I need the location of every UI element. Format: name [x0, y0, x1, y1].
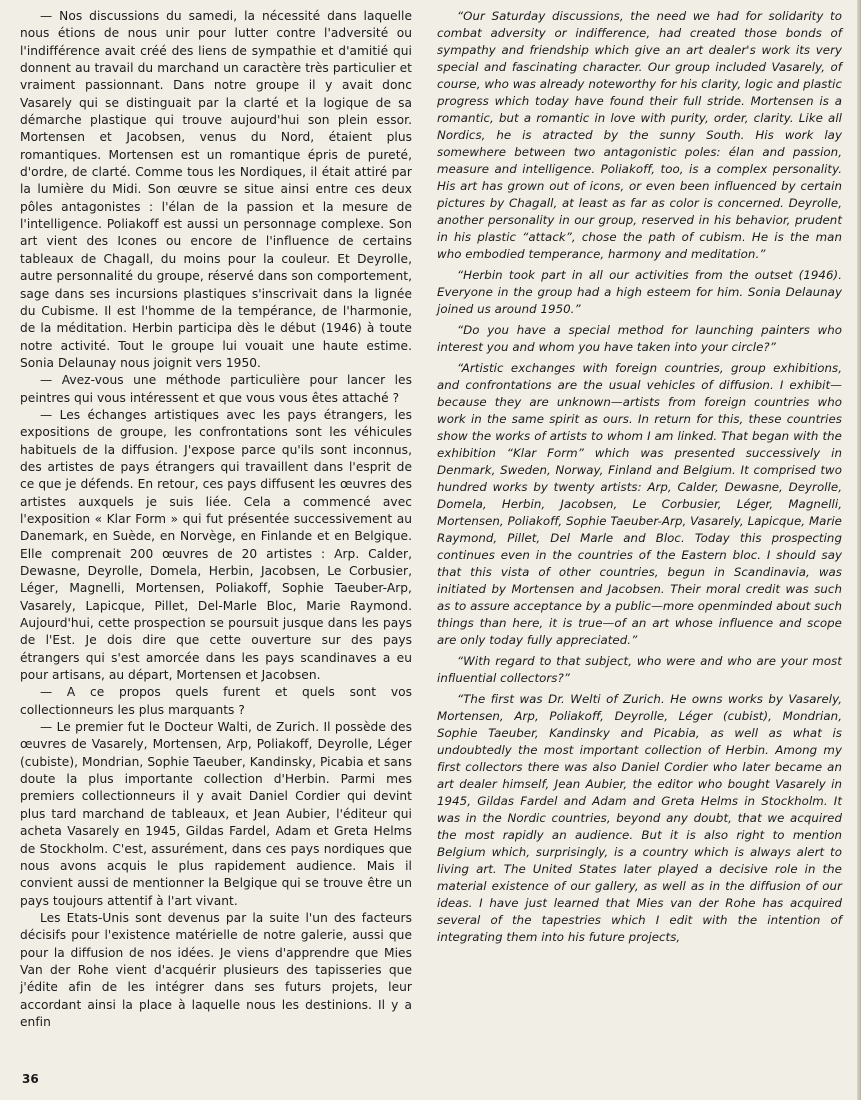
french-paragraph-united-states: Les Etats-Unis sont devenus par la suite l'un des facteurs décisifs pour l'existence matérielle de notre galerie, aussi que pour la diffusion de nos idées. Je viens d'apprendre que Mies Van der Rohe vient d'acquérir plusieurs des tapisseries que j'édite afin de les intégrer dans ses futurs projets, leur accordant ainsi la place à laquelle nous les destinions. Il y a enfin	[20, 910, 412, 1029]
english-paragraph-question-collectors: “With regard to that subject, who were and who are your most influential collectors?”	[437, 654, 842, 685]
english-paragraph-discussions: “Our Saturday discussions, the need we had for solidarity to combat adversity or indifference, had created those bonds of sympathy and friendship which give an art dealer's work its very special and fascinating character. Our group included Vasarely, of course, who was already noteworthy for his clarity, logic and plastic progress which today have found their full stride. Mortensen is a romantic, but a romantic in love with purity, order, clarity. Like all Nordics, he is atracted by the sunny South. His work lay somewhere between two antagonistic poles: élan and passion, measure and intelligence. Poliakoff, too, is a complex personality. His art has grown out of icons, or even been influenced by certain pictures by Chagall, at least as far as color is concerned. Deyrolle, another personality in our group, reserved in his behavior, prudent in his plastic “attack”, chose the path of cubism. He is the man who embodied temperance, harmony and meditation.”	[437, 9, 842, 261]
english-paragraph-exchanges: “Artistic exchanges with foreign countries, group exhibitions, and confrontations are the usual vehicles of diffusion. I exhibit—because they are unknown—artists from foreign countries who work in the same spirit as ours. In return for this, these countries show the works of artists to whom I am linked. That began with the exhibition “Klar Form” which was presented successively in Denmark, Sweden, Norway, Finland and Belgium. It comprised two hundred works by twenty artists: Arp, Calder, Dewasne, Deyrolle, Domela, Herbin, Jacobsen, Le Corbusier, Léger, Magnelli, Mortensen, Poliakoff, Sophie Taeuber-Arp, Vasarely, Lapicque, Marie Raymond, Pillet, Del Marle and Bloc. Today this prospecting continues even in the countries of the Eastern bloc. I should say that this vista of other countries, begun in Scandinavia, was initiated by Mortensen and Jacobsen. Their moral credit was such as to assure acceptance by a public—more openminded about such things than here, it is true—of an art whose influence and scope are only today fully appreciated.”	[437, 361, 842, 647]
french-paragraph-discussions: — Nos discussions du samedi, la nécessité dans laquelle nous étions de nous unir pour lutter contre l'adversité ou l'indifférence avait créé des liens de sympathie et d'amitié qui donnent au travail du marchand un caractère très particulier et vraiment passionnant. Dans notre groupe il y avait donc Vasarely qui se distinguait par la clarté et la logique de sa démarche plastique qui trouve aujourd'hui son plein essor. Mortensen et Jacobsen, venus du Nord, étaient plus romantiques. Mortensen est un romantique épris de pureté, d'ordre, de clarté. Comme tous les Nordiques, il était attiré par la lumière du Midi. Son œuvre se situe ainsi entre ces deux pôles antagonistes : l'élan de la passion et la mesure de l'intelligence. Poliakoff est aussi un personnage complexe. Son art vient des Icones ou encore de l'influence de certains tableaux de Chagall, du moins pour la couleur. Et Deyrolle, autre personnalité du groupe, réservé dans son comportement, sage dans ses incursions plastiques s'inscrivait dans la lignée du Cubisme. Il est l'homme de la tempérance, de l'harmonie, de la méditation. Herbin participa dès le début (1946) à toute notre activité. Tout le groupe lui vouait une haute estime. Sonia Delaunay nous joignit vers 1950.	[20, 9, 412, 370]
english-column	[437, 8, 842, 950]
english-paragraph-herbin: “Herbin took part in all our activities from the outset (1946). Everyone in the group had a high esteem for him. Sonia Delaunay joined us around 1950.”	[437, 268, 842, 316]
french-paragraph-collectors: — Le premier fut le Docteur Walti, de Zurich. Il possède des œuvres de Vasarely, Mortensen, Arp, Poliakoff, Deyrolle, Léger (cubiste), Mondrian, Sophie Taeuber, Kandinsky, Picabia et sans doute la plus importante collection d'Herbin. Parmi mes premiers collectionneurs il y avait Daniel Cordier qui devint plus tard marchand de tableaux, et Jean Aubier, l'éditeur qui acheta Vasarely en 1945, Gildas Fardel, Adam et Greta Helms de Stockholm. C'est, assurément, dans ces pays nordiques que nous avons acquis le plus rapidement audience. Mais il convient aussi de mentionner la Belgique qui se trouve être un pays toujours attentif à l'art vivant.	[20, 720, 412, 908]
page-edge	[857, 0, 861, 1100]
english-paragraph-collectors: “The first was Dr. Welti of Zurich. He owns works by Vasarely, Mortensen, Arp, Poliakoff, Deyrolle, Léger (cubist), Mondrian, Sophie Taeuber, Kandinsky and Picabia, as well as what is undoubtedly the most important collection of Herbin. Among my first collectors there was also Daniel Cordier who later became an art dealer himself, Jean Aubier, the editor who bought Vasarely in 1945, Gildas Fardel and Adam and Greta Helms in Stockholm. It was in the Nordic countries, beyond any doubt, that we acquired the most rapidly an audience. But it is also right to mention Belgium which, surprisingly, is a country which is always alert to living art. The United States later played a decisive role in the material existence of our gallery, as well as in the diffusion of our ideas. I have just learned that Mies van der Rohe has acquired several of the tapestries which I edit with the intention of integrating them into his future projects,	[437, 692, 842, 944]
french-paragraph-exchanges: — Les échanges artistiques avec les pays étrangers, les expositions de groupe, les confrontations sont les véhicules habituels de la diffusion. J'expose parce qu'ils sont inconnus, des artistes de pays étrangers qui travaillent dans l'esprit de ce que je défends. En retour, ces pays diffusent les œuvres des artistes auxquels je suis liée. Cela a commencé avec l'exposition « Klar Form » qui fut présentée successivement au Danemark, en Suède, en Norvège, en Finlande et en Belgique. Elle comprenait 200 œuvres de 20 artistes : Arp. Calder, Dewasne, Deyrolle, Domela, Herbin, Jacobsen, Le Corbusier, Léger, Magnelli, Mortensen, Poliakoff, Sophie Taeuber-Arp, Vasarely, Lapicque, Pillet, Del-Marle Bloc, Marie Raymond. Aujourd'hui, cette prospection se poursuit jusque dans les pays de l'Est. Je dois dire que cette ouverture sur des pays étrangers qui s'est amorcée dans les pays scandinaves a eu pour artisans, au départ, Mortensen et Jacobsen.	[20, 407, 412, 683]
page-number: 36	[22, 1072, 39, 1086]
french-paragraph-question-method: — Avez-vous une méthode particulière pour lancer les peintres qui vous intéressent et que vous vous êtes attaché ?	[20, 373, 412, 405]
french-column	[20, 8, 412, 1031]
english-paragraph-question-method: “Do you have a special method for launching painters who interest you and whom you have taken into your circle?”	[437, 323, 842, 354]
french-paragraph-question-collectors: — A ce propos quels furent et quels sont vos collectionneurs les plus marquants ?	[20, 685, 412, 717]
